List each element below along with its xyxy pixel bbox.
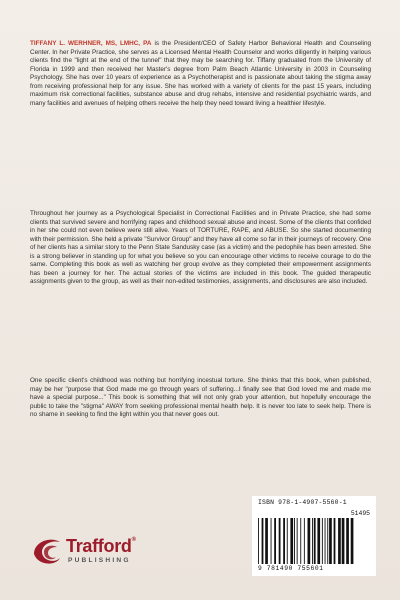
barcode-digits: 9 781490 755601 xyxy=(258,565,324,572)
author-bio-paragraph xyxy=(30,40,371,108)
barcode-bar xyxy=(304,518,305,564)
barcode-bar xyxy=(312,518,313,564)
barcode-bar xyxy=(287,518,288,564)
barcode-bars-icon xyxy=(256,518,372,564)
barcode-bar xyxy=(297,518,298,564)
barcode-bar xyxy=(283,518,285,564)
closing-text: One specific client's childhood was nothing but horrifying incestual torture. She thinks that this book, when published, may be her "purpose that God made me go through years of suffering...I finally see that God loved me and made me have a special purpose..." This book is something that will not only grab your attention, but hopefully encourage the public to take the "stigma" AWAY from seeking professional mental health help. It is never too late to seek help. There is no shame in seeking to find the light within you that never goes out. xyxy=(30,377,371,419)
barcode-bar xyxy=(351,518,354,564)
barcode-bar xyxy=(317,518,320,564)
barcode-bar xyxy=(322,518,323,564)
barcode-bar xyxy=(279,518,281,564)
isbn-barcode xyxy=(252,496,376,576)
barcode-bar xyxy=(271,518,272,564)
publisher-name xyxy=(66,536,136,557)
barcode-bar xyxy=(258,518,259,564)
author-bio-text: is the President/CEO of Safety Harbor Behavioral Health and Counseling Center. In her Private Practice, she serves as a Licensed Mental Health Counselor and works diligently in helping various clients find the "light at the end of the tunnel" that they may be searching for. Tiffany graduated from the University of Florida in 1999 and then received her Master's degree from Palm Beach Atlantic University in 2003 in Counseling Psychology. She has over 10 years of experience as a Psychotherapist and is passionate about taking the stigma away from receiving professional help for any issue. She has worked with a variety of clients for the past 15 years, including maximum risk correctional facilities, substance abuse and drug rehabs, intensive and residential psychiatric wards, and many facilities and avenues of helping others receive the help they need toward living a healthier lifestyle. xyxy=(30,40,372,107)
barcode-bar xyxy=(334,518,336,564)
barcode-bar xyxy=(308,518,311,564)
barcode-bar xyxy=(338,518,341,564)
barcode-bar xyxy=(325,518,326,564)
barcode-bar xyxy=(329,518,332,564)
author-bio xyxy=(30,40,371,108)
barcode-bar xyxy=(342,518,345,564)
barcode-bar xyxy=(346,518,349,564)
author-name: TIFFANY L. WERHNER, MS, LMHC, PA xyxy=(30,40,152,47)
barcode-bar xyxy=(314,518,316,564)
publisher-tagline: PUBLISHING xyxy=(68,557,131,564)
isbn-number: ISBN 978-1-4907-5560-1 xyxy=(258,499,347,506)
barcode-bar xyxy=(294,518,295,564)
barcode-bar xyxy=(300,518,301,564)
barcode-bar xyxy=(274,518,276,564)
trafford-swirl-icon xyxy=(30,534,64,568)
barcode-bar xyxy=(290,518,293,564)
journey-paragraph xyxy=(30,210,371,287)
registered-mark: ® xyxy=(131,537,136,543)
barcode-bar xyxy=(265,518,268,564)
publisher-logo xyxy=(30,534,190,570)
closing-paragraph xyxy=(30,377,371,420)
barcode-bar xyxy=(327,518,328,564)
price-code: 51495 xyxy=(350,510,370,517)
barcode-bar xyxy=(262,518,264,564)
journey-text: Throughout her journey as a Psychological Specialist in Correctional Facilities and in Private Practice, she had some clients that survived severe and horrifying rapes and childhood sexual abuse and incest. Some of the clients that confided in her she could not even believe were still alive. Years of TORTURE, RAPE, and ABUSE. So she started documenting with their permission. She held a private "Survivor Group" and they have all come so far in their journeys of recovery. One of her clients has a similar story to the Penn State Sandusky case (as a victim) and the pedophile has been arrested. She is a strong believer in standing up for what you believe so you can encourage other victims to receive courage to do the same. Completing this book as well as watching her group evolve as they completed their empowerment assignments has been a journey for her. The actual stories of the victims are included in this book. The guided therapeutic assignments given to the group, as well as their non-edited testimonies, assignments, and disclosures are also included. xyxy=(30,210,372,286)
publisher-name-text: Trafford xyxy=(66,536,132,556)
